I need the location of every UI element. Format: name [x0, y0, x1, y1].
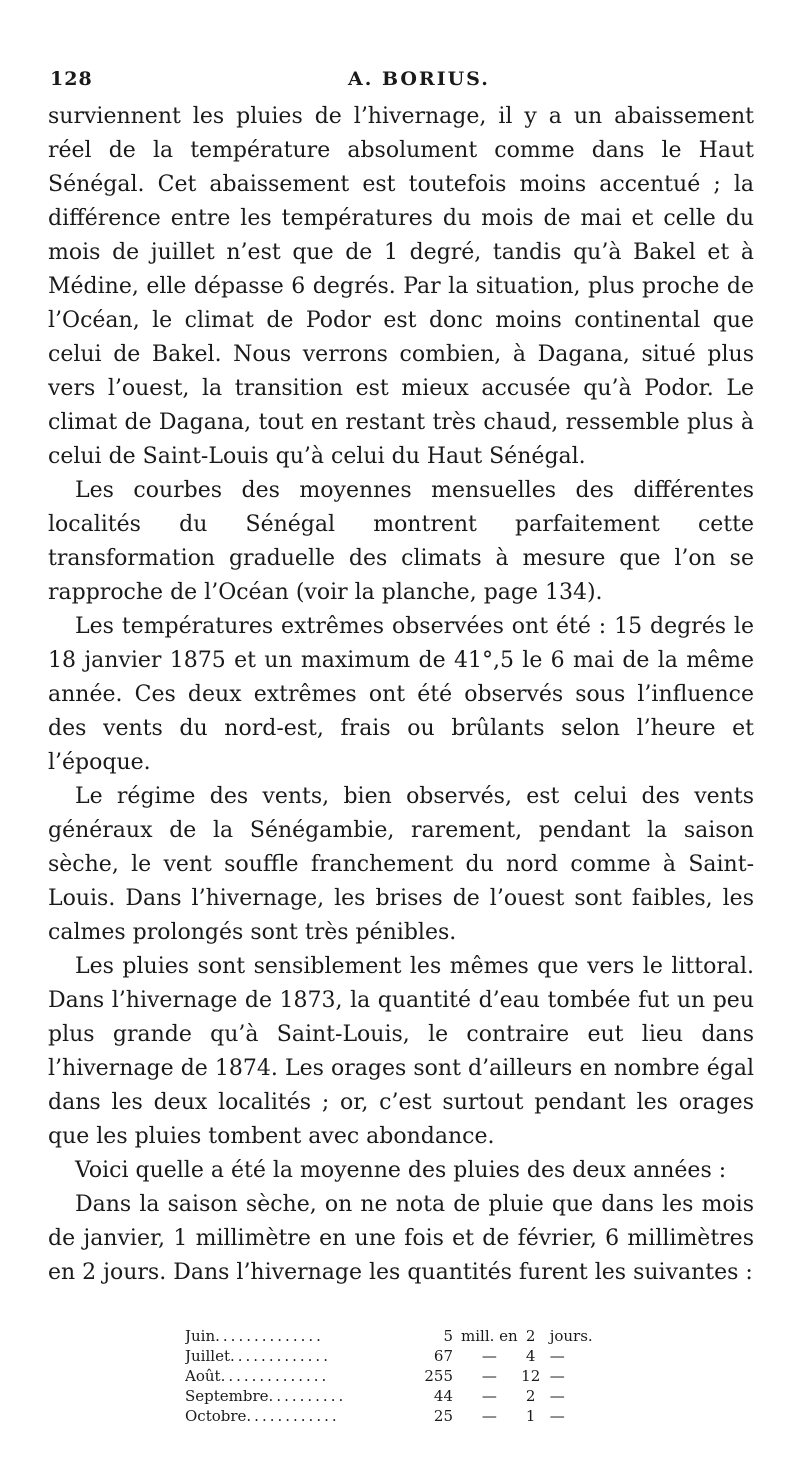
body-text: [48, 100, 754, 1290]
days-unit-cell: —: [549, 1387, 565, 1405]
paragraph: Dans la saison sèche, on ne nota de pluie que dans les mois de janvier, 1 millimètre en une fois et de février, 6 millimètres en 2 jours. Dans l’hivernage les quantités furent les suivantes :: [48, 1192, 754, 1285]
paragraph: Le régime des vents, bien observés, est celui des vents généraux de la Sénégambie, rarement, pendant la saison sèche, le vent souffle franchement du nord comme à Saint-Louis. Dans l’hivernage, les brises de l’ouest sont faibles, les calmes prolongés sont très pénibles.: [48, 784, 754, 945]
leader-dots: ..............: [215, 1327, 324, 1345]
days-cell: 2: [525, 1327, 536, 1345]
paragraph: Les températures extrêmes observées ont été : 15 degrés le 18 janvier 1875 et un maximum de 41°,5 le 6 mai de la même année. Ces deux extrêmes ont été observés sous l’influence des vents du nord-est, frais ou brûlants selon l’heure et l’époque.: [48, 614, 754, 775]
millimeters-cell: 25: [433, 1407, 453, 1425]
table-row: [185, 1386, 610, 1406]
table-row: [185, 1346, 610, 1366]
unit-cell: mill. en: [461, 1327, 518, 1345]
month-label: Juin: [185, 1327, 216, 1345]
paragraph: surviennent les pluies de l’hivernage, il y a un abaissement réel de la température absolument comme dans le Haut Sénégal. Cet abaissement est toutefois moins accentué ; la différence entre les températures du mois de mai et celle du mois de juillet n’est que de 1 degré, tandis qu’à Bakel et à Médine, elle dépasse 6 degrés. Par la situation, plus proche de l’Océan, le climat de Podor est donc moins continental que celui de Bakel. Nous verrons combien, à Dagana, situé plus vers l’ouest, la transition est mieux accusée qu’à Podor. Le climat de Dagana, tout en restant très chaud, ressemble plus à celui de Saint-Louis qu’à celui du Haut Sénégal.: [48, 104, 754, 469]
unit-cell: —: [481, 1387, 497, 1405]
millimeters-cell: 255: [424, 1367, 453, 1385]
unit-cell: —: [481, 1407, 497, 1425]
unit-cell: —: [481, 1347, 497, 1365]
month-label: Juillet: [185, 1347, 230, 1365]
page-header: [48, 60, 754, 100]
days-unit-cell: —: [549, 1367, 565, 1385]
table-row: [185, 1406, 610, 1426]
days-unit-cell: —: [549, 1407, 565, 1425]
month-label: Septembre: [185, 1387, 269, 1405]
month-label: Août: [185, 1367, 221, 1385]
leader-dots: ..........: [268, 1387, 347, 1405]
days-cell: 12: [521, 1367, 541, 1385]
unit-cell: —: [481, 1367, 497, 1385]
days-unit-cell: —: [549, 1347, 565, 1365]
table-row: [185, 1326, 610, 1346]
paragraph: Voici quelle a été la moyenne des pluies des deux années :: [75, 1158, 727, 1183]
days-unit-cell: jours.: [549, 1327, 593, 1345]
page: [48, 60, 754, 1426]
leader-dots: .............: [229, 1347, 331, 1365]
millimeters-cell: 67: [433, 1347, 453, 1365]
days-cell: 2: [525, 1387, 536, 1405]
rainfall-table: [185, 1326, 610, 1426]
month-label: Octobre: [185, 1407, 247, 1425]
running-head: A. BORIUS.: [348, 68, 490, 90]
paragraph: Les courbes des moyennes mensuelles des différentes localités du Sénégal montrent parfaitement cette transformation graduelle des climats à mesure que l’on se rapproche de l’Océan (voir la planche, page 134).: [48, 478, 754, 605]
page-number: 128: [50, 68, 93, 90]
days-cell: 1: [525, 1407, 536, 1425]
leader-dots: ..............: [220, 1367, 330, 1385]
paragraph: Les pluies sont sensiblement les mêmes que vers le littoral. Dans l’hivernage de 1873, la quantité d’eau tombée fut un peu plus grande qu’à Saint-Louis, le contraire eut lieu dans l’hivernage de 1874. Les orages sont d’ailleurs en nombre égal dans les deux localités ; or, c’est surtout pendant les orages que les pluies tombent avec abondance.: [48, 954, 754, 1149]
table-row: [185, 1366, 610, 1386]
days-cell: 4: [525, 1347, 536, 1365]
leader-dots: ............: [246, 1407, 340, 1425]
millimeters-cell: 5: [443, 1327, 453, 1345]
millimeters-cell: 44: [433, 1387, 453, 1405]
